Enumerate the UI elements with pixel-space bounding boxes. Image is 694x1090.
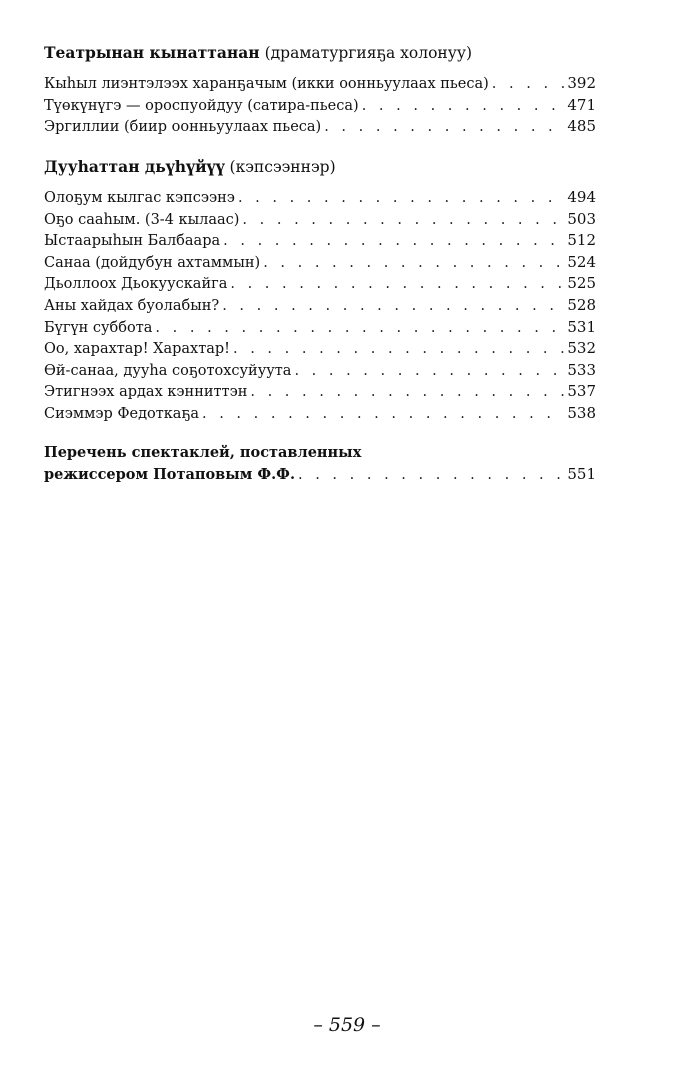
entry-page: 525 [567, 274, 596, 293]
section-heading [44, 156, 596, 178]
entry-page: 537 [567, 382, 596, 401]
toc-entry[interactable] [44, 252, 596, 274]
section-title: Дууһаттан дьүһүйүү [44, 157, 225, 176]
toc-entry[interactable] [44, 95, 596, 117]
entry-title: Санаа (дойдубун ахтаммын) [44, 254, 261, 271]
section-subtitle: (кэпсээннэр) [229, 158, 336, 176]
toc-list [44, 187, 596, 425]
section-heading [44, 42, 596, 64]
dot-leader [222, 296, 564, 318]
entry-title: Дьоллоох Дьокуускайга [44, 276, 228, 293]
entry-page: 485 [567, 117, 596, 136]
section-title: Театрынан кынаттанан [44, 43, 260, 62]
entry-page: 533 [567, 360, 596, 379]
toc-section-theatre [44, 42, 596, 138]
toc-entry[interactable] [44, 338, 596, 360]
dot-leader [263, 253, 564, 275]
dot-leader [233, 339, 564, 361]
dot-leader [223, 231, 564, 253]
page-number: – 559 – [313, 1014, 381, 1036]
dot-leader [242, 210, 564, 232]
toc-final-entry[interactable] [44, 442, 596, 486]
dot-leader [294, 361, 564, 383]
toc-entry[interactable] [44, 73, 596, 95]
toc-entry[interactable] [44, 295, 596, 317]
entry-title: Ыстаарыһын Балбаара [44, 233, 221, 250]
dot-leader [298, 465, 564, 487]
dot-leader [492, 74, 565, 96]
entry-page: 512 [567, 231, 596, 250]
final-title-line2: режиссером Потаповым Ф.Ф. [44, 466, 295, 483]
section-subtitle: (драматургияҕа холонуу) [264, 44, 473, 62]
toc-section-stories [44, 156, 596, 425]
entry-page: 503 [567, 209, 596, 228]
entry-title: Бүгүн суббота [44, 319, 153, 336]
entry-page: 528 [567, 295, 596, 314]
toc-entry[interactable] [44, 464, 596, 486]
final-title-line1: Перечень спектаклей, поставленных [44, 444, 362, 461]
entry-title: Олоҕум кылгас кэпсээнэ [44, 190, 235, 206]
toc-entry[interactable] [44, 403, 596, 425]
dot-leader [250, 382, 564, 404]
entry-page: 471 [567, 95, 596, 114]
dot-leader [202, 404, 564, 426]
toc-entry[interactable] [44, 273, 596, 295]
entry-title: Кыһыл лиэнтэлээх харанҕачым (икки оонньуулаах пьеса) [44, 76, 489, 92]
entry-title: Этигнээх ардах кэнниттэн [44, 384, 248, 401]
entry-title: Оо, харахтар! Харахтар! [44, 341, 230, 358]
dot-leader [324, 117, 564, 139]
toc-list [44, 73, 596, 138]
entry-title: Түөкүнүгэ — ороспуойдуу (сатира-пьеса) [44, 97, 359, 114]
toc-entry[interactable] [44, 381, 596, 403]
dot-leader [155, 318, 564, 340]
toc-entry[interactable] [44, 317, 596, 339]
dot-leader [230, 274, 564, 296]
entry-title: Сиэммэр Федоткаҕа [44, 405, 199, 422]
entry-title: Өй-санаа, дууһа соҕотохсуйуута [44, 362, 292, 379]
entry-page: 531 [567, 317, 596, 336]
entry-page: 494 [567, 188, 596, 206]
entry-page: 532 [567, 339, 596, 358]
toc-entry[interactable] [44, 230, 596, 252]
entry-title: Эргиллии (биир оонньуулаах пьеса) [44, 119, 322, 136]
toc-entry[interactable] [44, 187, 596, 209]
entry-page: 538 [567, 403, 596, 422]
entry-page: 551 [567, 465, 596, 483]
toc-entry[interactable] [44, 360, 596, 382]
entry-title: Аны хайдах буолабын? [44, 297, 220, 314]
dot-leader [238, 188, 564, 210]
toc-entry[interactable] [44, 116, 596, 138]
entry-page: 524 [567, 252, 596, 271]
dot-leader [362, 96, 565, 118]
entry-title: Оҕо сааһым. (3-4 кылаас) [44, 211, 240, 228]
toc-entry[interactable] [44, 209, 596, 231]
entry-page: 392 [567, 74, 596, 92]
